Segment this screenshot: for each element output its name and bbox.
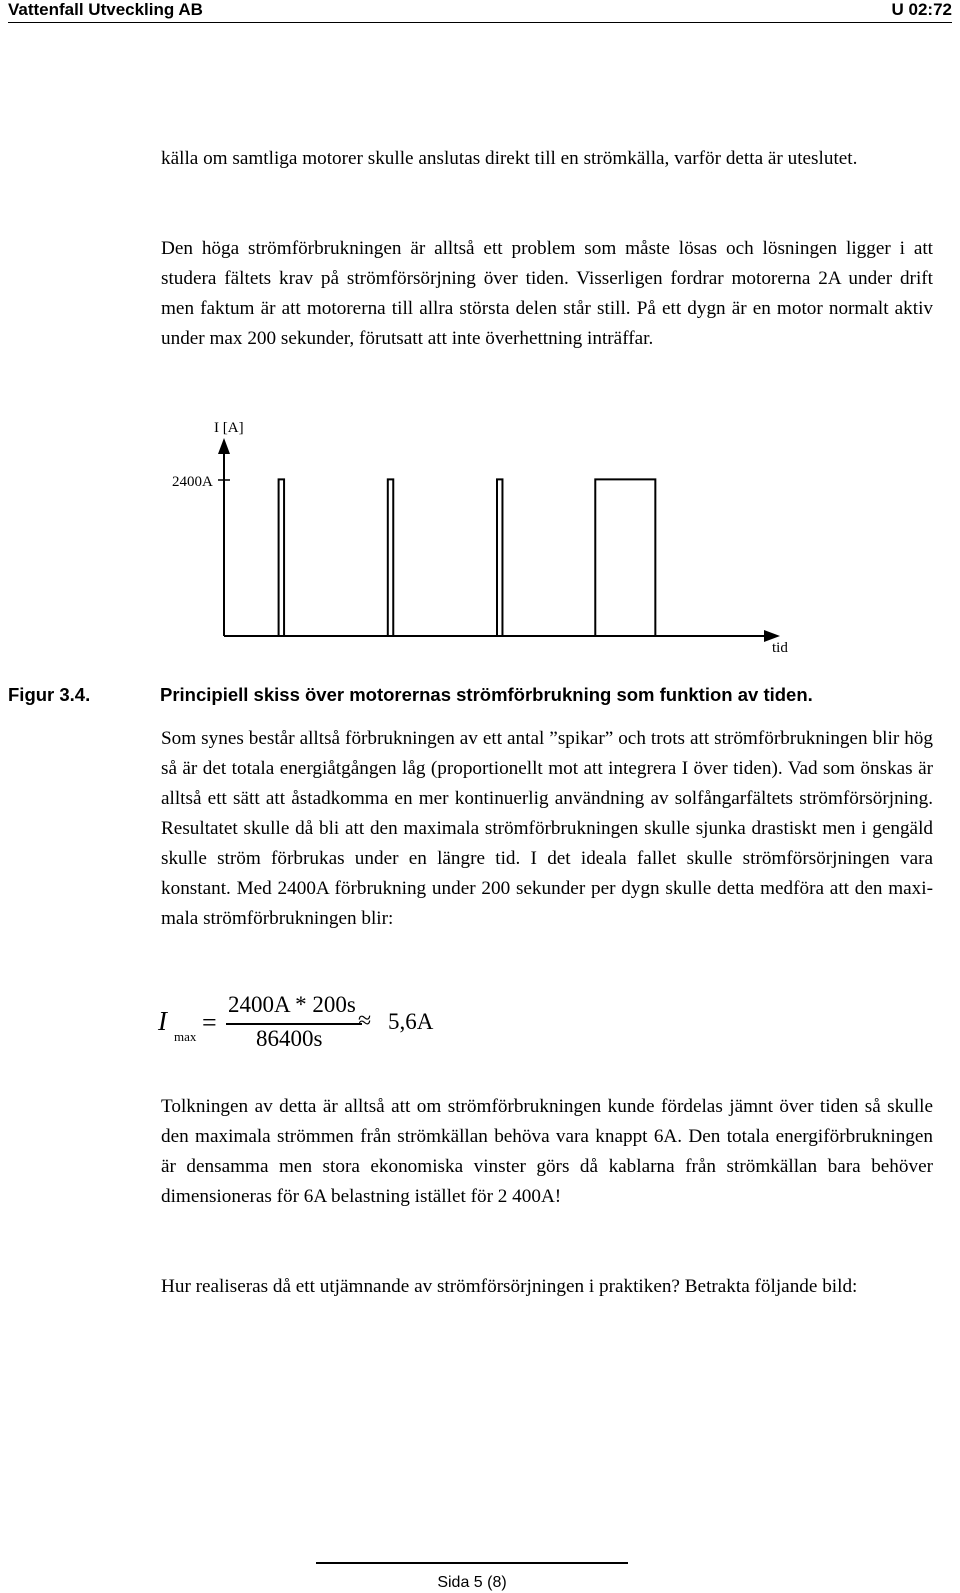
paragraph-4: Tolkningen av detta är alltså att om strömförbrukningen kunde fördelas jämnt över tiden så skulle den maximala strömmen från strömkällan behöva vara knappt 6A. Den totala energiförbrukningen är densamma men stora ekonomiska vinster görs då kablarna från strömkällan bara behöver dimensioneras för 6A belastning istället för 2 400A! <box>161 1096 933 1207</box>
current-spike-1 <box>279 479 284 636</box>
current-consumption-chart <box>160 408 820 670</box>
current-spike-4 <box>595 479 655 636</box>
document-id: U 02:72 <box>891 0 952 19</box>
page-header <box>8 0 952 23</box>
paragraph-5: Hur realiseras då ett utjämnande av strömförsörjningen i praktiken? Betrakta följande bild: <box>161 1276 858 1297</box>
formula-denominator: 86400s <box>256 1026 323 1051</box>
page-number: Sida 5 (8) <box>437 1574 507 1591</box>
formula-numerator: 2400A * 200s <box>228 992 356 1017</box>
y-axis-arrow <box>218 438 230 454</box>
company-name: Vattenfall Utveckling AB <box>8 0 203 19</box>
formula-subscript: max <box>174 1029 197 1044</box>
formula-equals: = <box>202 1008 217 1037</box>
paragraph-1: källa om samtliga motorer skulle anslutas direkt till en strömkälla, varför detta är uteslutet. <box>161 148 858 169</box>
formula-imax <box>158 992 478 1062</box>
current-spike-3 <box>497 479 502 636</box>
formula-result: 5,6A <box>388 1009 434 1034</box>
y-tick-label: 2400A <box>172 474 213 490</box>
formula-approx: ≈ <box>358 1008 372 1034</box>
footer-divider <box>316 1562 628 1564</box>
current-spike-2 <box>388 479 393 636</box>
paragraph-2: Den höga strömförbrukningen är alltså ett problem som måste lösas och lösningen ligger i att studera fältets krav på strömförsörjning över tiden. Visserligen fordrar motorerna 2A under drift men faktum är att motorerna till allra största delen står still. På ett dygn är en motor normalt aktiv under max 200 sekunder, förutsatt att inte överhettning inträffar. <box>161 238 933 349</box>
current-signal <box>279 479 656 636</box>
figure-caption-text: Principiell skiss över motorernas strömförbrukning som funktion av tiden. <box>160 684 813 705</box>
figure-number: Figur 3.4. <box>8 684 91 705</box>
y-axis-label: I [A] <box>214 420 244 436</box>
fraction-bar <box>226 1023 362 1025</box>
paragraph-3: Som synes består alltså förbrukningen av ett antal ”spikar” och trots att strömförbrukningen blir hög så är det totala energiåtgången låg (proportionellt mot att integrera I över tiden). Vad som önskas är alltså ett sätt att åstadkomma en mer kontinuerlig användning av solfångarfältets strömförsörjning. Resultatet skulle då bli att den maximala strömförbrukningen skulle sjunka drastiskt men i gengäld skulle ström förbrukas under en längre tid. I det ideala fallet skulle strömförsörjningen vara konstant. Med 2400A förbrukning under 200 sekunder per dygn skulle detta medföra att den maximala strömförbrukningen blir: <box>161 728 933 929</box>
x-axis-label: tid <box>772 640 788 656</box>
formula-lhs: I <box>158 1006 167 1036</box>
